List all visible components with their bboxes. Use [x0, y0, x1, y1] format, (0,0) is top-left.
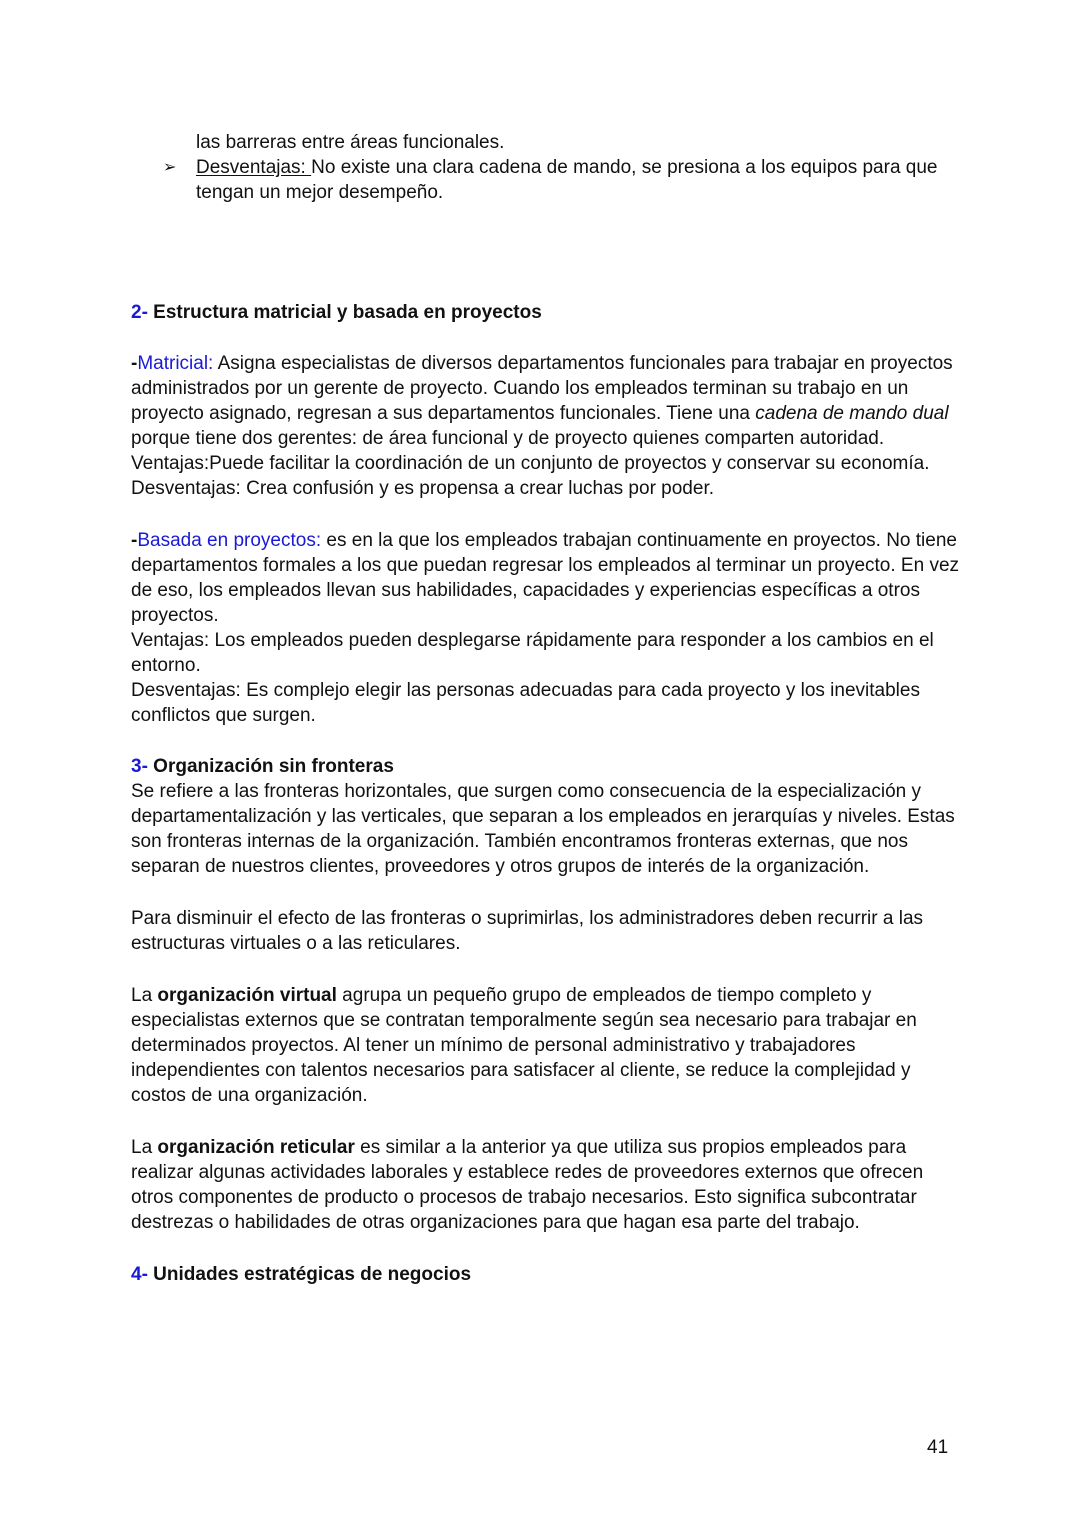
section-3-heading — [131, 754, 961, 779]
section-2-title: Estructura matricial y basada en proyectos — [147, 302, 542, 323]
section-2-heading — [131, 300, 961, 325]
proyectos-paragraph — [131, 528, 961, 628]
proyectos-label: Basada en proyectos: — [137, 530, 322, 551]
section-3-title: Organización sin fronteras — [147, 756, 394, 777]
matricial-label: Matricial: — [137, 353, 214, 374]
arrow-bullet-icon: ➢ — [163, 159, 177, 176]
section-4-number: 4- — [131, 1264, 148, 1285]
page-number: 41 — [927, 1437, 949, 1458]
intro-continuation: las barreras entre áreas funcionales. — [196, 132, 505, 153]
proyectos-text: es en la que los empleados trabajan continuamente en proyectos. No tiene departamentos formales a los que puedan regresar los empleados al terminar un proyecto. En vez de eso, los empleados llevan sus habilidades, capacidades y experiencias específicas a otros proyectos. — [131, 530, 960, 626]
matricial-desventajas: Desventajas: Crea confusión y es propensa a crear luchas por poder. — [131, 478, 714, 499]
matricial-text-b: porque tiene dos gerentes: de área funcional y de proyecto quienes comparten autoridad. — [131, 428, 885, 449]
section-4-heading — [131, 1262, 961, 1287]
virtual-lead: La — [131, 985, 158, 1006]
matricial-ventajas: Ventajas:Puede facilitar la coordinación de un conjunto de proyectos y conservar su economía. — [131, 453, 930, 474]
section-3-number: 3- — [131, 756, 148, 777]
virtual-paragraph — [131, 983, 961, 1108]
matricial-paragraph — [131, 351, 961, 451]
virtual-term: organización virtual — [157, 985, 337, 1006]
reticular-paragraph — [131, 1135, 961, 1235]
bullet-desventajas — [131, 155, 961, 205]
reticular-lead: La — [131, 1137, 158, 1158]
proyectos-dash: - — [131, 530, 138, 551]
proyectos-ventajas: Ventajas: Los empleados pueden desplegarse rápidamente para responder a los cambios en el entorno. — [131, 630, 934, 676]
fronteras-paragraph: Se refiere a las fronteras horizontales, que surgen como consecuencia de la especialización y departamentalización y las verticales, que separan a los empleados en jerarquías y niveles. Estas son fronteras internas de la organización. También encontramos fronteras externas, que nos separan de nuestros clientes, proveedores y otros grupos de interés de la organización. — [131, 781, 955, 877]
matricial-italic: cadena de mando dual — [755, 403, 949, 424]
bullet-text: No existe una clara cadena de mando, se presiona a los equipos para que tengan un mejor desempeño. — [196, 157, 938, 203]
section-2-number: 2- — [131, 302, 148, 323]
virtual-text: agrupa un pequeño grupo de empleados de tiempo completo y especialistas externos que se contratan temporalmente según sea necesario para trabajar en determinados proyectos. Al tener un mínimo de personal administrativo y trabajadores independientes con talentos necesarios para satisfacer al cliente, se reduce la complejidad y costos de una organización. — [131, 985, 917, 1106]
document-page — [131, 130, 961, 1287]
section-4-title: Unidades estratégicas de negocios — [147, 1264, 472, 1285]
matricial-dash: - — [131, 353, 138, 374]
proyectos-desventajas: Desventajas: Es complejo elegir las personas adecuadas para cada proyecto y los inevitables conflictos que surgen. — [131, 680, 920, 726]
matricial-text-a: Asigna especialistas de diversos departamentos funcionales para trabajar en proyectos administrados por un gerente de proyecto. Cuando los empleados terminan su trabajo en un proyecto asignado, regresan a sus departamentos funcionales. Tiene una — [131, 353, 953, 424]
reticular-text: es similar a la anterior ya que utiliza sus propios empleados para realizar algunas actividades laborales y establece redes de proveedores externos que ofrecen otros componentes de producto o procesos de trabajo necesarios. Esto significa subcontratar destrezas o habilidades de otras organizaciones para que hagan esa parte del trabajo. — [131, 1137, 924, 1233]
reticular-term: organización reticular — [157, 1137, 355, 1158]
disminuir-paragraph: Para disminuir el efecto de las fronteras o suprimirlas, los administradores deben recurrir a las estructuras virtuales o a las reticulares. — [131, 908, 924, 954]
bullet-label: Desventajas: — [196, 157, 312, 178]
